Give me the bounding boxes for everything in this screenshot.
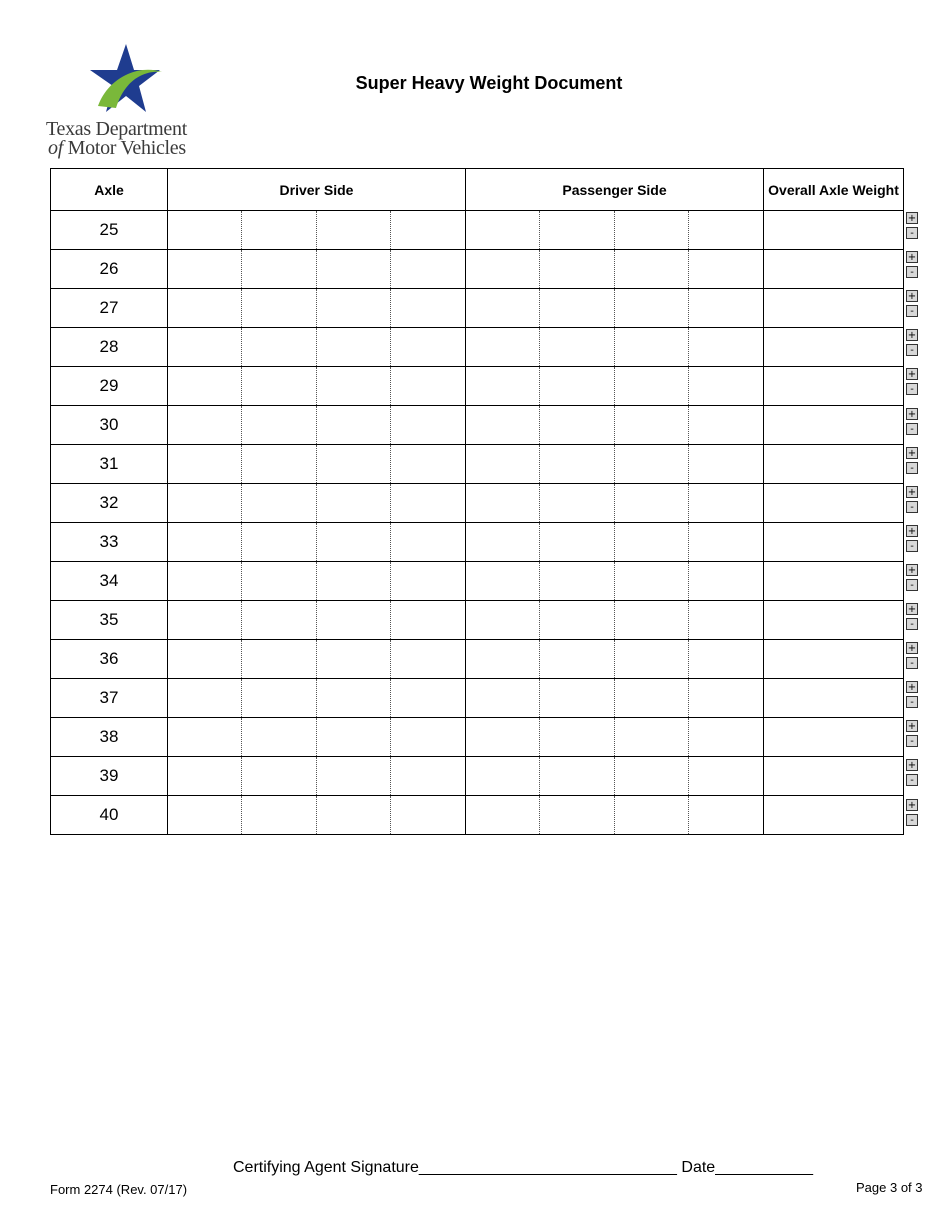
- row-controls: [906, 290, 920, 320]
- overall-axle-weight-cell[interactable]: [764, 523, 904, 562]
- table-row: [51, 406, 904, 445]
- driver-weight-cell-2[interactable]: [242, 523, 317, 562]
- remove-row-button[interactable]: -: [906, 657, 918, 669]
- passenger-weight-cell-2[interactable]: [540, 679, 615, 718]
- add-row-button[interactable]: +: [907, 760, 917, 772]
- passenger-weight-cell-3[interactable]: [615, 523, 689, 562]
- passenger-weight-cell-4[interactable]: [689, 367, 764, 406]
- overall-axle-weight-cell[interactable]: [764, 445, 904, 484]
- overall-axle-weight-cell[interactable]: [764, 718, 904, 757]
- row-controls: [906, 681, 920, 711]
- axle-number: 37: [51, 679, 168, 718]
- passenger-weight-cell-1[interactable]: [466, 328, 540, 367]
- axle-number: 40: [51, 796, 168, 835]
- overall-axle-weight-cell[interactable]: [764, 601, 904, 640]
- axle-number: 27: [51, 289, 168, 328]
- passenger-weight-cell-2[interactable]: [540, 757, 615, 796]
- passenger-weight-cell-4[interactable]: [689, 562, 764, 601]
- add-row-button[interactable]: +: [907, 291, 917, 303]
- header-driver-side: Driver Side: [168, 169, 466, 211]
- driver-weight-cell-1[interactable]: [168, 757, 242, 796]
- remove-row-button[interactable]: -: [906, 579, 918, 591]
- table-row: [51, 640, 904, 679]
- driver-weight-cell-3[interactable]: [317, 523, 391, 562]
- driver-weight-cell-3[interactable]: [317, 250, 391, 289]
- driver-weight-cell-3[interactable]: [317, 757, 391, 796]
- driver-weight-cell-2[interactable]: [242, 640, 317, 679]
- row-controls: [906, 525, 920, 555]
- passenger-weight-cell-4[interactable]: [689, 757, 764, 796]
- remove-row-button[interactable]: -: [906, 501, 918, 513]
- add-row-button[interactable]: +: [907, 369, 917, 381]
- driver-weight-cell-3[interactable]: [317, 484, 391, 523]
- passenger-weight-cell-1[interactable]: [466, 406, 540, 445]
- passenger-weight-cell-3[interactable]: [615, 328, 689, 367]
- logo-of: of: [48, 137, 63, 159]
- remove-row-button[interactable]: -: [906, 462, 918, 474]
- axle-number: 29: [51, 367, 168, 406]
- remove-row-button[interactable]: -: [906, 423, 918, 435]
- form-id: Form 2274 (Rev. 07/17): [50, 1182, 188, 1197]
- axle-number: 34: [51, 562, 168, 601]
- table-row: [51, 718, 904, 757]
- row-controls: [906, 212, 920, 242]
- driver-weight-cell-2[interactable]: [242, 328, 317, 367]
- overall-axle-weight-cell[interactable]: [764, 796, 904, 835]
- driver-weight-cell-4[interactable]: [391, 367, 466, 406]
- passenger-weight-cell-3[interactable]: [615, 796, 689, 835]
- logo-line-1: Texas Department: [46, 118, 187, 140]
- passenger-weight-cell-1[interactable]: [466, 484, 540, 523]
- header-axle: Axle: [51, 169, 168, 211]
- passenger-weight-cell-4[interactable]: [689, 718, 764, 757]
- driver-weight-cell-1[interactable]: [168, 679, 242, 718]
- row-controls: [906, 408, 920, 438]
- driver-weight-cell-3[interactable]: [317, 679, 391, 718]
- overall-axle-weight-cell[interactable]: [764, 250, 904, 289]
- passenger-weight-cell-1[interactable]: [466, 367, 540, 406]
- passenger-weight-cell-2[interactable]: [540, 289, 615, 328]
- table-row: [51, 757, 904, 796]
- axle-number: 25: [51, 211, 168, 250]
- passenger-weight-cell-3[interactable]: [615, 367, 689, 406]
- passenger-weight-cell-3[interactable]: [615, 250, 689, 289]
- txdmv-logo: [46, 42, 206, 158]
- passenger-weight-cell-4[interactable]: [689, 328, 764, 367]
- passenger-weight-cell-4[interactable]: [689, 211, 764, 250]
- add-row-button[interactable]: +: [907, 252, 917, 264]
- axle-number: 38: [51, 718, 168, 757]
- table-row: [51, 679, 904, 718]
- driver-weight-cell-3[interactable]: [317, 601, 391, 640]
- table-row: [51, 211, 904, 250]
- driver-weight-cell-4[interactable]: [391, 445, 466, 484]
- table-row: [51, 562, 904, 601]
- driver-weight-cell-4[interactable]: [391, 601, 466, 640]
- driver-weight-cell-4[interactable]: [391, 523, 466, 562]
- driver-weight-cell-3[interactable]: [317, 367, 391, 406]
- driver-weight-cell-4[interactable]: [391, 679, 466, 718]
- overall-axle-weight-cell[interactable]: [764, 289, 904, 328]
- row-controls: [906, 642, 920, 672]
- passenger-weight-cell-4[interactable]: [689, 523, 764, 562]
- add-row-button[interactable]: +: [907, 604, 917, 615]
- driver-weight-cell-4[interactable]: [391, 796, 466, 835]
- passenger-weight-cell-3[interactable]: [615, 601, 689, 640]
- passenger-weight-cell-2[interactable]: [540, 562, 615, 601]
- passenger-weight-cell-2[interactable]: [540, 328, 615, 367]
- passenger-weight-cell-2[interactable]: [540, 640, 615, 679]
- passenger-weight-cell-4[interactable]: [689, 484, 764, 523]
- remove-row-button[interactable]: -: [906, 266, 918, 278]
- passenger-weight-cell-4[interactable]: [689, 289, 764, 328]
- passenger-weight-cell-2[interactable]: [540, 445, 615, 484]
- add-row-button[interactable]: +: [907, 564, 917, 576]
- driver-weight-cell-2[interactable]: [242, 679, 317, 718]
- add-row-button[interactable]: +: [907, 525, 917, 537]
- page-number: Page 3 of 3: [856, 1180, 923, 1195]
- remove-row-button[interactable]: -: [906, 618, 918, 630]
- passenger-weight-cell-4[interactable]: [689, 640, 764, 679]
- passenger-weight-cell-4[interactable]: [689, 796, 764, 835]
- driver-weight-cell-1[interactable]: [168, 523, 242, 562]
- row-controls: [906, 564, 920, 594]
- passenger-weight-cell-2[interactable]: [540, 211, 615, 250]
- page-title: Super Heavy Weight Document: [355, 73, 623, 93]
- passenger-weight-cell-3[interactable]: [615, 718, 689, 757]
- passenger-weight-cell-1[interactable]: [466, 757, 540, 796]
- driver-weight-cell-1[interactable]: [168, 367, 242, 406]
- driver-weight-cell-2[interactable]: [242, 718, 317, 757]
- passenger-weight-cell-1[interactable]: [466, 718, 540, 757]
- driver-weight-cell-3[interactable]: [317, 406, 391, 445]
- passenger-weight-cell-1[interactable]: [466, 679, 540, 718]
- add-row-button[interactable]: +: [907, 721, 917, 733]
- driver-weight-cell-3[interactable]: [317, 718, 391, 757]
- driver-weight-cell-1[interactable]: [168, 289, 242, 328]
- driver-weight-cell-1[interactable]: [168, 328, 242, 367]
- header-passenger-side: Passenger Side: [466, 169, 764, 211]
- driver-weight-cell-2[interactable]: [242, 445, 317, 484]
- row-controls: [906, 799, 920, 829]
- passenger-weight-cell-3[interactable]: [615, 679, 689, 718]
- driver-weight-cell-2[interactable]: [242, 562, 317, 601]
- axle-number: 36: [51, 640, 168, 679]
- overall-axle-weight-cell[interactable]: [764, 679, 904, 718]
- axle-weight-table: [50, 168, 904, 835]
- overall-axle-weight-cell[interactable]: [764, 328, 904, 367]
- axle-number: 35: [51, 601, 168, 640]
- remove-row-button[interactable]: -: [906, 696, 918, 708]
- add-row-button[interactable]: +: [907, 330, 917, 342]
- passenger-weight-cell-3[interactable]: [615, 406, 689, 445]
- driver-weight-cell-4[interactable]: [391, 562, 466, 601]
- passenger-weight-cell-1[interactable]: [466, 250, 540, 289]
- passenger-weight-cell-4[interactable]: [689, 250, 764, 289]
- driver-weight-cell-4[interactable]: [391, 640, 466, 679]
- passenger-weight-cell-2[interactable]: [540, 796, 615, 835]
- passenger-weight-cell-1[interactable]: [466, 289, 540, 328]
- logo-motor-vehicles: Motor Vehicles: [67, 137, 186, 159]
- passenger-weight-cell-1[interactable]: [466, 640, 540, 679]
- driver-weight-cell-1[interactable]: [168, 484, 242, 523]
- passenger-weight-cell-2[interactable]: [540, 484, 615, 523]
- passenger-weight-cell-1[interactable]: [466, 601, 540, 640]
- axle-number: 32: [51, 484, 168, 523]
- passenger-weight-cell-1[interactable]: [466, 796, 540, 835]
- driver-weight-cell-2[interactable]: [242, 250, 317, 289]
- driver-weight-cell-2[interactable]: [242, 211, 317, 250]
- add-row-button[interactable]: +: [907, 408, 917, 420]
- logo-line-2: [48, 137, 186, 160]
- passenger-weight-cell-3[interactable]: [615, 484, 689, 523]
- driver-weight-cell-1[interactable]: [168, 718, 242, 757]
- driver-weight-cell-1[interactable]: [168, 562, 242, 601]
- row-controls: [906, 368, 920, 398]
- axle-number: 39: [51, 757, 168, 796]
- driver-weight-cell-4[interactable]: [391, 328, 466, 367]
- passenger-weight-cell-3[interactable]: [615, 757, 689, 796]
- remove-row-button[interactable]: -: [906, 814, 918, 826]
- passenger-weight-cell-4[interactable]: [689, 601, 764, 640]
- add-row-button[interactable]: +: [907, 682, 917, 694]
- table-row: [51, 289, 904, 328]
- driver-weight-cell-2[interactable]: [242, 367, 317, 406]
- driver-weight-cell-2[interactable]: [242, 406, 317, 445]
- passenger-weight-cell-2[interactable]: [540, 406, 615, 445]
- passenger-weight-cell-3[interactable]: [615, 211, 689, 250]
- driver-weight-cell-1[interactable]: [168, 406, 242, 445]
- driver-weight-cell-2[interactable]: [242, 796, 317, 835]
- add-row-button[interactable]: +: [907, 447, 917, 459]
- table-row: [51, 523, 904, 562]
- driver-weight-cell-4[interactable]: [391, 406, 466, 445]
- overall-axle-weight-cell[interactable]: [764, 406, 904, 445]
- remove-row-button[interactable]: -: [906, 383, 918, 395]
- passenger-weight-cell-3[interactable]: [615, 562, 689, 601]
- passenger-weight-cell-3[interactable]: [615, 289, 689, 328]
- driver-weight-cell-3[interactable]: [317, 445, 391, 484]
- driver-weight-cell-2[interactable]: [242, 289, 317, 328]
- overall-axle-weight-cell[interactable]: [764, 640, 904, 679]
- overall-axle-weight-cell[interactable]: [764, 367, 904, 406]
- passenger-weight-cell-2[interactable]: [540, 250, 615, 289]
- passenger-weight-cell-4[interactable]: [689, 406, 764, 445]
- passenger-weight-cell-1[interactable]: [466, 562, 540, 601]
- passenger-weight-cell-2[interactable]: [540, 367, 615, 406]
- axle-number: 28: [51, 328, 168, 367]
- add-row-button[interactable]: +: [907, 799, 917, 811]
- driver-weight-cell-4[interactable]: [391, 250, 466, 289]
- remove-row-button[interactable]: -: [906, 227, 918, 239]
- add-row-button[interactable]: +: [907, 213, 917, 224]
- driver-weight-cell-3[interactable]: [317, 796, 391, 835]
- driver-weight-cell-4[interactable]: [391, 289, 466, 328]
- table-row: [51, 367, 904, 406]
- driver-weight-cell-2[interactable]: [242, 601, 317, 640]
- driver-weight-cell-3[interactable]: [317, 640, 391, 679]
- driver-weight-cell-4[interactable]: [391, 757, 466, 796]
- passenger-weight-cell-3[interactable]: [615, 445, 689, 484]
- add-row-button[interactable]: +: [907, 643, 917, 655]
- driver-weight-cell-1[interactable]: [168, 640, 242, 679]
- driver-weight-cell-1[interactable]: [168, 601, 242, 640]
- row-controls: [906, 251, 920, 281]
- driver-weight-cell-3[interactable]: [317, 562, 391, 601]
- driver-weight-cell-4[interactable]: [391, 211, 466, 250]
- remove-row-button[interactable]: -: [906, 540, 918, 552]
- table-row: [51, 601, 904, 640]
- passenger-weight-cell-4[interactable]: [689, 445, 764, 484]
- overall-axle-weight-cell[interactable]: [764, 484, 904, 523]
- table-row: [51, 445, 904, 484]
- passenger-weight-cell-1[interactable]: [466, 523, 540, 562]
- header-overall-axle-weight: Overall Axle Weight: [764, 169, 904, 211]
- row-controls: [906, 447, 920, 477]
- table-row: [51, 328, 904, 367]
- remove-row-button[interactable]: -: [906, 735, 918, 747]
- table-row: [51, 250, 904, 289]
- driver-weight-cell-3[interactable]: [317, 328, 391, 367]
- axle-number: 26: [51, 250, 168, 289]
- row-controls: [906, 603, 920, 633]
- axle-number: 31: [51, 445, 168, 484]
- driver-weight-cell-1[interactable]: [168, 250, 242, 289]
- driver-weight-cell-1[interactable]: [168, 796, 242, 835]
- axle-number: 33: [51, 523, 168, 562]
- certifying-signature-line[interactable]: Certifying Agent Signature_____________________________ Date___________: [233, 1159, 814, 1176]
- add-row-button[interactable]: +: [907, 486, 917, 498]
- driver-weight-cell-3[interactable]: [317, 211, 391, 250]
- remove-row-button[interactable]: -: [906, 344, 918, 356]
- driver-weight-cell-1[interactable]: [168, 211, 242, 250]
- passenger-weight-cell-4[interactable]: [689, 679, 764, 718]
- row-controls: [906, 759, 920, 789]
- remove-row-button[interactable]: -: [906, 774, 918, 786]
- overall-axle-weight-cell[interactable]: [764, 211, 904, 250]
- row-controls: [906, 720, 920, 750]
- driver-weight-cell-1[interactable]: [168, 445, 242, 484]
- table-row: [51, 484, 904, 523]
- driver-weight-cell-4[interactable]: [391, 718, 466, 757]
- overall-axle-weight-cell[interactable]: [764, 757, 904, 796]
- passenger-weight-cell-1[interactable]: [466, 445, 540, 484]
- passenger-weight-cell-3[interactable]: [615, 640, 689, 679]
- passenger-weight-cell-2[interactable]: [540, 718, 615, 757]
- remove-row-button[interactable]: -: [906, 305, 918, 317]
- overall-axle-weight-cell[interactable]: [764, 562, 904, 601]
- driver-weight-cell-2[interactable]: [242, 757, 317, 796]
- driver-weight-cell-2[interactable]: [242, 484, 317, 523]
- driver-weight-cell-3[interactable]: [317, 289, 391, 328]
- axle-number: 30: [51, 406, 168, 445]
- passenger-weight-cell-2[interactable]: [540, 601, 615, 640]
- passenger-weight-cell-1[interactable]: [466, 211, 540, 250]
- row-controls: [906, 329, 920, 359]
- row-controls: [906, 486, 920, 516]
- passenger-weight-cell-2[interactable]: [540, 523, 615, 562]
- driver-weight-cell-4[interactable]: [391, 484, 466, 523]
- table-row: [51, 796, 904, 835]
